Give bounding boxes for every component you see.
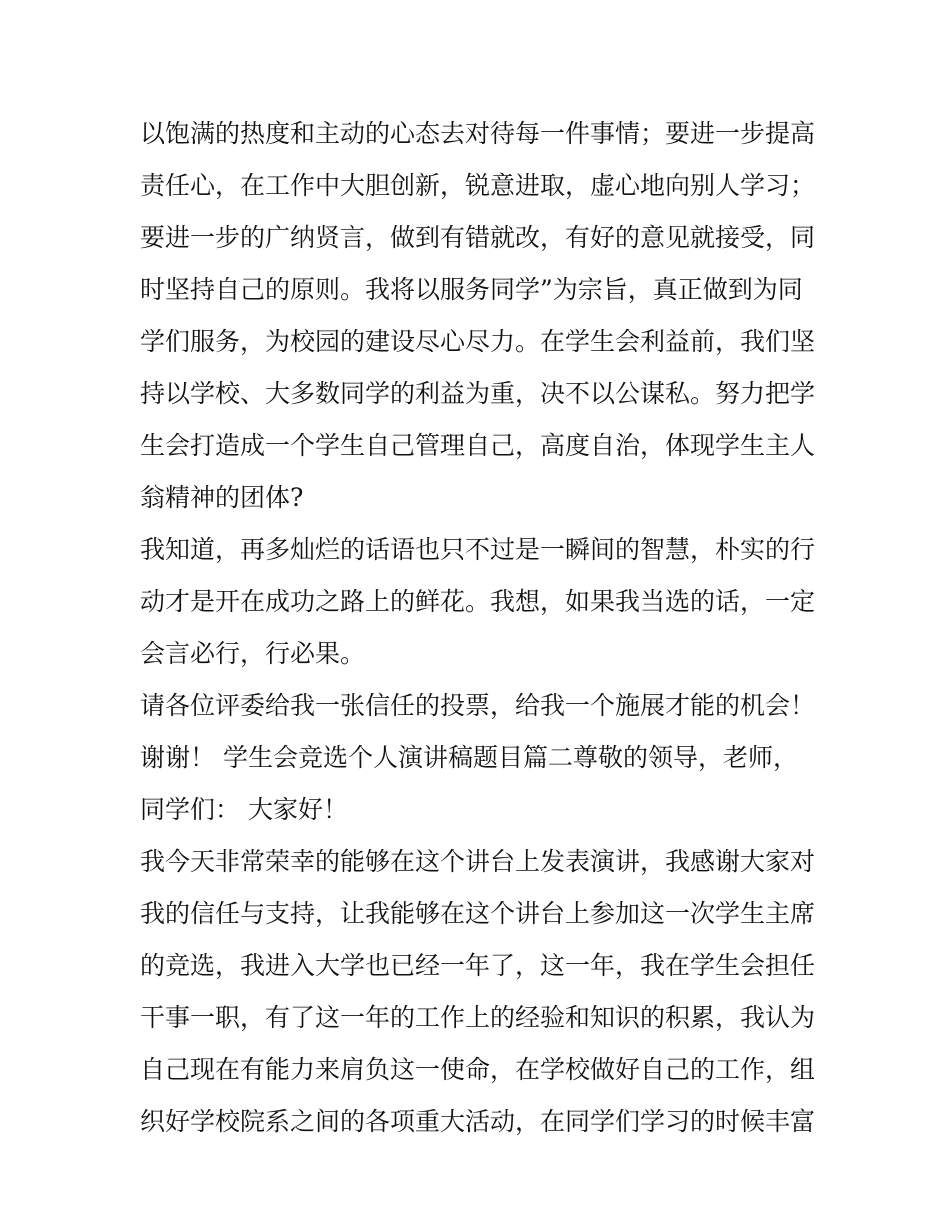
text-line: 时坚持自己的原则。我将以服务同学”为宗旨，真正做到为同 — [140, 275, 803, 304]
text-line: 我的信任与支持，让我能够在这个讲台上参加这一次学生主席 — [140, 899, 816, 928]
text-line: 会言必行，行必果。 — [140, 639, 366, 668]
text-line: 织好学校院系之间的各项重大活动，在同学们学习的时候丰富 — [140, 1107, 816, 1136]
body-text — [140, 108, 830, 1148]
text-line: 同学们： 大家好！ — [140, 795, 348, 824]
text-line: 动才是开在成功之路上的鲜花。我想，如果我当选的话，一定 — [140, 587, 816, 616]
text-line: 我今天非常荣幸的能够在这个讲台上发表演讲，我感谢大家对 — [140, 847, 816, 876]
text-line: 生会打造成一个学生自己管理自己，高度自治，体现学生主人 — [140, 431, 816, 460]
text-line: 学们服务，为校园的建设尽心尽力。在学生会利益前，我们坚 — [140, 327, 816, 356]
text-line: 要进一步的广纳贤言，做到有错就改，有好的意见就接受，同 — [140, 223, 816, 252]
text-line: 我知道，再多灿烂的话语也只不过是一瞬间的智慧，朴实的行 — [140, 535, 816, 564]
text-line: 责任心，在工作中大胆创新，锐意进取，虚心地向别人学习； — [140, 171, 816, 200]
text-line: 请各位评委给我一张信任的投票，给我一个施展才能的机会！ — [140, 691, 816, 720]
text-line: 谢谢！ 学生会竞选个人演讲稿题目篇二尊敬的领导，老师， — [140, 743, 798, 772]
text-line: 翁精神的团体? — [140, 483, 304, 512]
text-line: 自己现在有能力来肩负这一使命，在学校做好自己的工作，组 — [140, 1055, 816, 1084]
text-line: 持以学校、大多数同学的利益为重，决不以公谋私。努力把学 — [140, 379, 816, 408]
text-line: 的竞选，我进入大学也已经一年了，这一年，我在学生会担任 — [140, 951, 816, 980]
text-line: 干事一职，有了这一年的工作上的经验和知识的积累，我认为 — [140, 1003, 816, 1032]
text-line: 以饱满的热度和主动的心态去对待每一件事情；要进一步提高 — [140, 119, 816, 148]
